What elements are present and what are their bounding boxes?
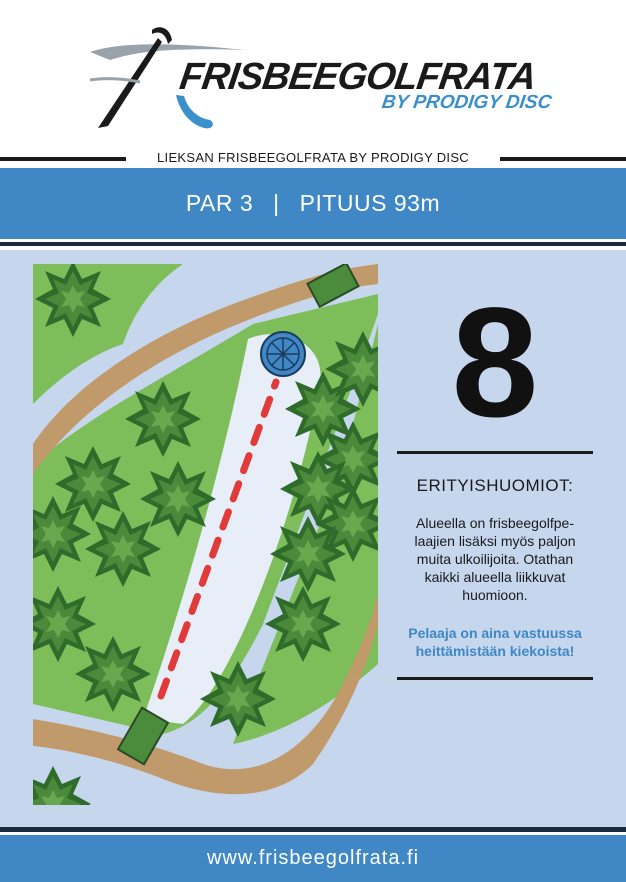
hole-number: 8	[451, 276, 539, 450]
notes-warning-line: Pelaaja on aina vastuussa	[408, 625, 582, 641]
notes-warning	[397, 624, 593, 660]
notes-warning-line: heittämistään kiekoista!	[415, 643, 575, 659]
divider-bottom	[0, 827, 626, 832]
tagline: LIEKSAN FRISBEEGOLFRATA BY PRODIGY DISC	[157, 150, 469, 165]
par-length-bar	[0, 168, 626, 239]
notes-rule-bottom	[397, 677, 593, 680]
tree	[270, 516, 346, 592]
tree	[55, 446, 131, 522]
notes-rule-top	[397, 451, 593, 454]
par-label: PAR 3	[185, 190, 254, 216]
tree	[125, 381, 201, 457]
notes-title: ERITYISHUOMIOT:	[416, 476, 574, 495]
divider-top	[0, 242, 626, 246]
tree	[140, 461, 216, 537]
tree	[200, 661, 276, 737]
notes-body-line: laajien lisäksi myös paljon	[414, 533, 576, 549]
logo-header	[0, 0, 626, 150]
website-url[interactable]: www.frisbeegolfrata.fi	[206, 847, 420, 869]
footer-bar	[0, 835, 626, 882]
brand-title: FRISBEEGOLFRATA	[177, 56, 539, 98]
tree	[85, 511, 161, 587]
tree	[75, 636, 151, 712]
notes-body-line: Alueella on frisbeegolfpe-	[416, 515, 574, 531]
hole-map	[33, 264, 378, 805]
par-separator: |	[273, 190, 280, 216]
notes-body-line: muita ulkoilijoita. Otathan	[416, 551, 574, 567]
notes-body-line: huomioon.	[462, 587, 528, 603]
notes-body-line: kaikki alueella liikkuvat	[424, 569, 566, 585]
tree	[265, 586, 341, 662]
basket-icon	[261, 332, 305, 376]
length-label: PITUUS 93m	[299, 190, 441, 216]
tagline-rule-left	[0, 157, 126, 161]
brand-subtitle: BY PRODIGY DISC	[380, 92, 553, 113]
tagline-rule-right	[500, 157, 626, 161]
notes-body	[397, 514, 593, 604]
